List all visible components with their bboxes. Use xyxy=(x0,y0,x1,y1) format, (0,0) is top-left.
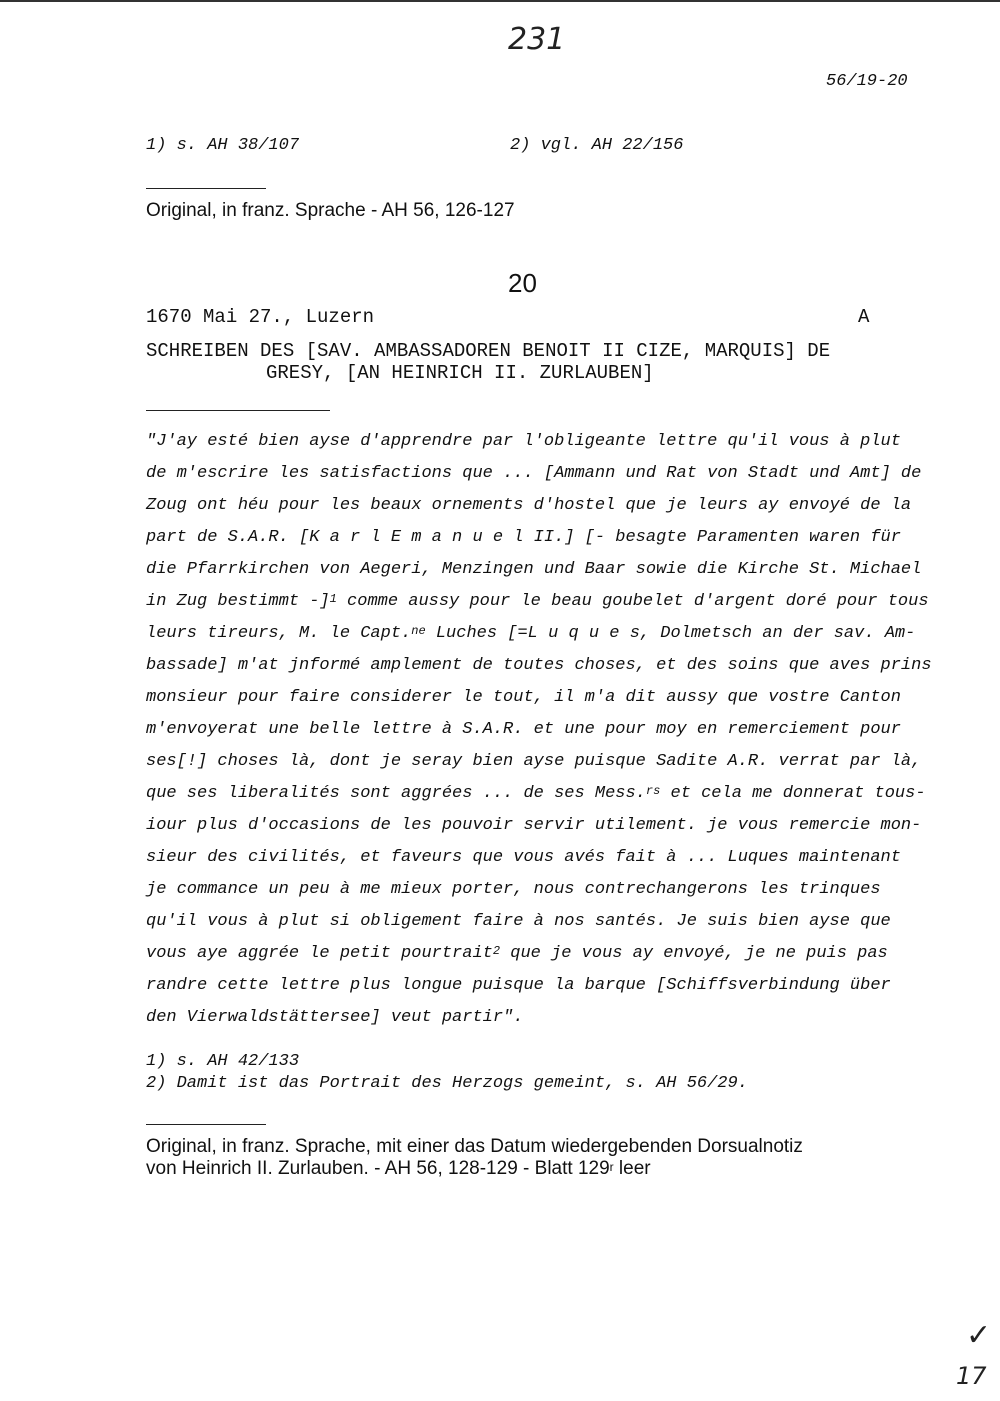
letter-line xyxy=(146,720,901,739)
top-footnote-2: 2) vgl. AH 22/156 xyxy=(510,136,684,155)
entry-letter: A xyxy=(858,306,870,328)
letter-line xyxy=(146,528,901,547)
letter-line-text: randre cette lettre plus longue puisque la barque [Schiffsverbindung über xyxy=(146,976,891,995)
letter-line-text: vous aye aggrée le petit pourtrait xyxy=(146,944,493,963)
handwritten-page-number: 231 xyxy=(508,22,566,57)
letter-line xyxy=(146,624,915,643)
footnote-marker: 2 xyxy=(492,944,501,958)
letter-line xyxy=(146,880,881,899)
bottom-original-note-sup: r xyxy=(609,1160,614,1174)
letter-line xyxy=(146,432,901,451)
letter-line-text: que ses liberalités sont aggrées ... de ses Mess. xyxy=(146,784,646,803)
bottom-original-note-line-2-text: von Heinrich II. Zurlauben. - AH 56, 128-129 - Blatt 129 xyxy=(146,1158,610,1179)
letter-line-text: iour plus d'occasions de les pouvoir servir utilement. je vous remercie mon- xyxy=(146,816,922,835)
heading-line-1: SCHREIBEN DES [SAV. AMBASSADOREN BENOIT II CIZE, MARQUIS] DE xyxy=(146,340,831,362)
letter-line xyxy=(146,656,932,675)
footnote-marker: 1 xyxy=(329,592,337,606)
letter-line-text: in Zug bestimmt -] xyxy=(146,592,330,611)
page-top-border xyxy=(0,0,1000,2)
letter-line-text: "J'ay esté bien ayse d'apprendre par l'obligeante lettre qu'il vous à plut xyxy=(146,432,901,451)
letter-line xyxy=(146,976,891,995)
letter-line xyxy=(146,688,901,707)
letter-line-text-cont: que je vous ay envoyé, je ne puis pas xyxy=(500,944,888,963)
letter-line-text: part de S.A.R. [K a r l E m a n u e l II.] [- besagte Paramenten waren für xyxy=(146,528,901,547)
letter-line xyxy=(146,560,921,579)
footnote-marker: rs xyxy=(645,784,661,798)
letter-line-text: m'envoyerat une belle lettre à S.A.R. et une pour moy en remerciement pour xyxy=(146,720,901,739)
letter-line xyxy=(146,912,891,931)
letter-line-text: sieur des civilités, et faveurs que vous avés fait à ... Luques maintenant xyxy=(146,848,901,867)
footnote-separator-top xyxy=(146,188,266,189)
footnote-marker: ne xyxy=(411,624,426,638)
date-place: 1670 Mai 27., Luzern xyxy=(146,306,375,328)
letter-line xyxy=(146,944,888,963)
letter-line-text: je commance un peu à me mieux porter, nous contrechangerons les trinques xyxy=(146,880,881,899)
letter-line xyxy=(146,848,901,867)
bottom-footnote-1: 1) s. AH 42/133 xyxy=(146,1052,300,1071)
letter-line-text: die Pfarrkirchen von Aegeri, Menzingen und Baar sowie die Kirche St. Michael xyxy=(146,560,922,579)
letter-line-text: Zoug ont héu pour les beaux ornements d'hostel que je leurs ay envoyé de la xyxy=(146,496,912,515)
letter-line-text: ses[!] choses là, dont je seray bien ayse puisque Sadite A.R. verrat par là, xyxy=(146,752,922,771)
letter-line-text: qu'il vous à plut si obligement faire à nos santés. Je suis bien ayse que xyxy=(146,912,891,931)
letter-line xyxy=(146,496,911,515)
letter-line xyxy=(146,464,921,483)
heading-separator xyxy=(146,410,330,411)
corner-handwritten-mark: 17 xyxy=(956,1362,987,1390)
letter-line-text-cont: Luches [=L u q u e s, Dolmetsch an der sav. Am- xyxy=(425,624,916,643)
letter-line-text-cont: et cela me donnerat tous- xyxy=(660,784,926,803)
letter-line xyxy=(146,816,921,835)
bottom-footnote-2: 2) Damit ist das Portrait des Herzogs gemeint, s. AH 56/29. xyxy=(146,1074,748,1093)
letter-line-text: de m'escrire les satisfactions que ... [Ammann und Rat von Stadt und Amt] de xyxy=(146,464,922,483)
letter-line-text: monsieur pour faire considerer le tout, il m'a dit aussy que vostre Canton xyxy=(146,688,901,707)
checkmark-icon: ✓ xyxy=(966,1318,992,1353)
top-footnote-1: 1) s. AH 38/107 xyxy=(146,136,300,155)
letter-line-text: leurs tireurs, M. le Capt. xyxy=(146,624,412,643)
bottom-original-note-line-1: Original, in franz. Sprache, mit einer das Datum wiedergebenden Dorsualnotiz xyxy=(146,1136,803,1157)
footnote-separator-bottom xyxy=(146,1124,266,1125)
letter-line-text-cont: comme aussy pour le beau goubelet d'argent doré pour tous xyxy=(336,592,929,611)
letter-line xyxy=(146,592,929,611)
entry-number: 20 xyxy=(508,268,537,298)
top-original-note: Original, in franz. Sprache - AH 56, 126-127 xyxy=(146,200,515,221)
letter-line-text: bassade] m'at jnformé amplement de toutes choses, et des soins que aves prins xyxy=(146,656,932,675)
bottom-original-note-line-2 xyxy=(146,1158,651,1180)
letter-line-text: den Vierwaldstättersee] veut partir". xyxy=(146,1008,524,1027)
heading-line-2: GRESY, [AN HEINRICH II. ZURLAUBEN] xyxy=(266,362,654,384)
letter-line xyxy=(146,752,921,771)
document-reference: 56/19-20 xyxy=(826,72,908,91)
letter-line xyxy=(146,1008,523,1027)
bottom-original-note-line-2-end: leer xyxy=(613,1158,651,1179)
letter-line xyxy=(146,784,926,803)
